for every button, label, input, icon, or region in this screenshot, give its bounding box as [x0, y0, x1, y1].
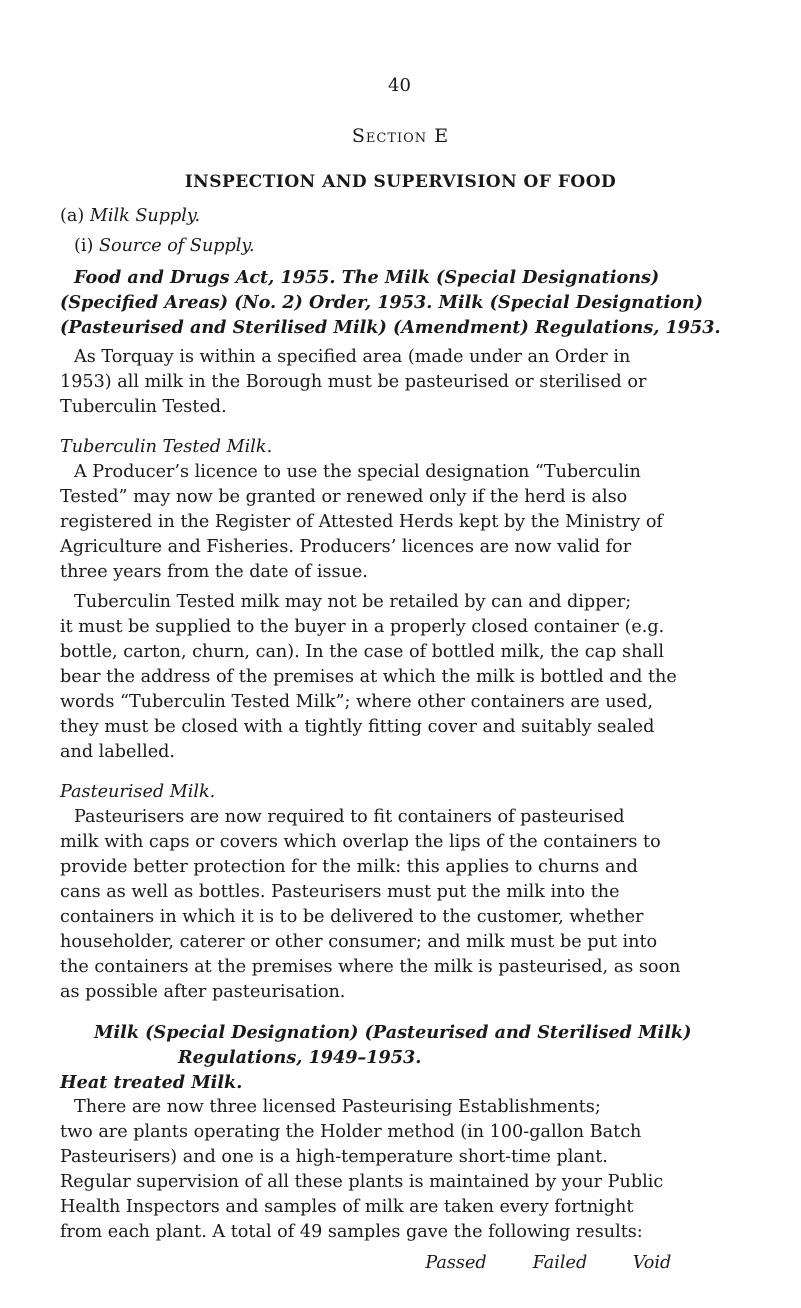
acts-line: (Specified Areas) (No. 2) Order, 1953. Milk (Special Designation) [60, 292, 704, 313]
paragraph-line: the containers at the premises where the milk is pasteurised, as soon [60, 957, 681, 977]
paragraph-line: Pasteurisers) and one is a high-temperature short-time plant. [60, 1147, 608, 1167]
results-header-row [74, 1250, 692, 1275]
acts-line: Food and Drugs Act, 1955. The Milk (Special Designations) [74, 267, 660, 288]
regulations-title: Regulations, 1949–1953. [178, 1047, 422, 1068]
subsection-a-title: Milk Supply. [89, 206, 201, 226]
results-table [74, 1250, 692, 1275]
paragraph-line: bottle, carton, churn, can). In the case of bottled milk, the cap shall [60, 642, 665, 662]
paragraph-line: Health Inspectors and samples of milk are taken every fortnight [60, 1197, 634, 1217]
paragraph-line: containers in which it is to be delivered to the customer, whether [60, 907, 644, 927]
results-header-passed: Passed [425, 1252, 487, 1273]
subsection-a-label: (a) [60, 206, 85, 226]
results-header-blank [74, 1250, 404, 1275]
paragraph-line: Tuberculin Tested milk may not be retailed by can and dipper; [74, 592, 632, 612]
page-number: 40 [388, 75, 411, 96]
paragraph-line: Pasteurisers are now required to fit containers of pasteurised [74, 807, 625, 827]
paragraph-line: There are now three licensed Pasteurising Establishments; [74, 1097, 601, 1117]
acts-line: (Pasteurised and Sterilised Milk) (Amendment) Regulations, 1953. [60, 317, 721, 338]
tuberculin-heading: Tuberculin Tested Milk. [60, 437, 273, 457]
paragraph-line: Regular supervision of all these plants is maintained by your Public [60, 1172, 664, 1192]
subsection-i-title: Source of Supply. [98, 236, 255, 256]
paragraph-line: milk with caps or covers which overlap the lips of the containers to [60, 832, 661, 852]
paragraph-line: three years from the date of issue. [60, 562, 368, 582]
paragraph-line: householder, caterer or other consumer; and milk must be put into [60, 932, 658, 952]
paragraph-line: from each plant. A total of 49 samples gave the following results: [60, 1222, 643, 1242]
paragraph-line: Tuberculin Tested. [60, 397, 227, 417]
subsection-i-label: (i) [74, 236, 94, 256]
results-header-failed: Failed [532, 1252, 588, 1273]
subsection-a [60, 206, 200, 226]
paragraph-line: A Producer’s licence to use the special designation “Tuberculin [74, 462, 641, 482]
pasteurised-heading: Pasteurised Milk. [60, 782, 216, 802]
paragraph-line: Agriculture and Fisheries. Producers’ licences are now valid for [60, 537, 632, 557]
subsection-i [74, 236, 255, 256]
paragraph-line: two are plants operating the Holder method (in 100-gallon Batch [60, 1122, 642, 1142]
section-title: Section E [351, 125, 450, 147]
results-header-void: Void [632, 1252, 672, 1273]
paragraph-line: they must be closed with a tightly fitting cover and suitably sealed [60, 717, 655, 737]
heat-treated-heading: Heat treated Milk. [60, 1072, 243, 1093]
paragraph-line: words “Tuberculin Tested Milk”; where other containers are used, [60, 692, 653, 712]
paragraph-line: cans as well as bottles. Pasteurisers must put the milk into the [60, 882, 620, 902]
paragraph-line: as possible after pasteurisation. [60, 982, 346, 1002]
regulations-title: Milk (Special Designation) (Pasteurised and Sterilised Milk) [94, 1022, 692, 1043]
paragraph-line: 1953) all milk in the Borough must be pasteurised or sterilised or [60, 372, 647, 392]
paragraph-line: bear the address of the premises at which the milk is bottled and the [60, 667, 677, 687]
paragraph-line: As Torquay is within a specified area (made under an Order in [74, 347, 631, 367]
main-heading: INSPECTION AND SUPERVISION OF FOOD [184, 172, 617, 192]
paragraph-line: it must be supplied to the buyer in a properly closed container (e.g. [60, 617, 665, 637]
paragraph-line: and labelled. [60, 742, 175, 762]
paragraph-line: provide better protection for the milk: this applies to churns and [60, 857, 638, 877]
paragraph-line: Tested” may now be granted or renewed only if the herd is also [60, 487, 628, 507]
paragraph-line: registered in the Register of Attested Herds kept by the Ministry of [60, 512, 663, 532]
